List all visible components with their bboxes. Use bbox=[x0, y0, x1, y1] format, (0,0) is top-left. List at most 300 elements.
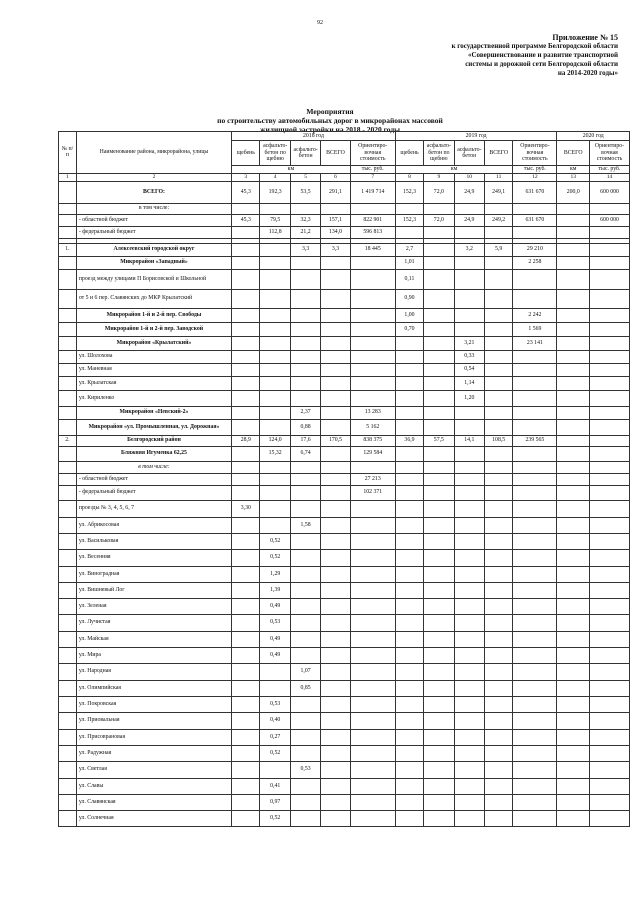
row-number bbox=[59, 256, 77, 269]
header-unit-km: км bbox=[557, 166, 590, 174]
value-cell bbox=[290, 549, 320, 566]
value-cell bbox=[485, 810, 513, 826]
value-cell: 2 242 bbox=[513, 308, 557, 322]
value-cell bbox=[395, 794, 423, 810]
value-cell bbox=[589, 473, 629, 485]
value-cell bbox=[589, 680, 629, 696]
value-cell bbox=[350, 680, 395, 696]
value-cell bbox=[454, 745, 484, 761]
value-cell bbox=[232, 322, 260, 336]
row-number bbox=[59, 376, 77, 390]
value-cell: 3,2 bbox=[454, 243, 484, 256]
value-cell: 15,32 bbox=[260, 446, 290, 461]
row-number bbox=[59, 631, 77, 647]
value-cell bbox=[485, 322, 513, 336]
value-cell bbox=[232, 598, 260, 614]
value-cell bbox=[557, 614, 590, 631]
column-index: 13 bbox=[557, 173, 590, 181]
value-cell bbox=[424, 289, 454, 308]
table-row bbox=[59, 566, 630, 582]
value-cell bbox=[350, 663, 395, 680]
value-cell bbox=[454, 712, 484, 729]
value-cell bbox=[232, 533, 260, 549]
value-cell bbox=[589, 390, 629, 406]
value-cell: 822 901 bbox=[350, 214, 395, 226]
value-cell: 0,88 bbox=[290, 419, 320, 435]
value-cell bbox=[260, 322, 290, 336]
value-cell: 0,53 bbox=[290, 761, 320, 778]
value-cell bbox=[513, 500, 557, 517]
value-cell bbox=[454, 598, 484, 614]
value-cell bbox=[513, 533, 557, 549]
appendix-line: «Совершенствование и развитие транспортной bbox=[467, 51, 618, 59]
value-cell bbox=[513, 729, 557, 745]
value-cell: 0,53 bbox=[260, 614, 290, 631]
appendix-line: системы и дорожной сети Белгородской области bbox=[465, 60, 618, 68]
header-total: ВСЕГО bbox=[557, 141, 590, 166]
value-cell bbox=[260, 203, 290, 214]
value-cell bbox=[513, 745, 557, 761]
value-cell bbox=[589, 598, 629, 614]
value-cell: 1,58 bbox=[290, 517, 320, 533]
value-cell bbox=[350, 336, 395, 350]
value-cell bbox=[485, 680, 513, 696]
value-cell bbox=[513, 419, 557, 435]
value-cell: 0,52 bbox=[260, 810, 290, 826]
table-row bbox=[59, 214, 630, 226]
value-cell bbox=[290, 350, 320, 363]
value-cell bbox=[557, 745, 590, 761]
value-cell bbox=[321, 566, 350, 582]
value-cell bbox=[232, 696, 260, 712]
value-cell bbox=[260, 680, 290, 696]
value-cell bbox=[485, 729, 513, 745]
value-cell bbox=[232, 376, 260, 390]
value-cell bbox=[395, 761, 423, 778]
value-cell bbox=[424, 419, 454, 435]
value-cell: 5,9 bbox=[485, 243, 513, 256]
value-cell bbox=[557, 406, 590, 419]
value-cell: 600 000 bbox=[589, 181, 629, 203]
value-cell bbox=[424, 696, 454, 712]
value-cell bbox=[424, 533, 454, 549]
row-number bbox=[59, 308, 77, 322]
value-cell bbox=[290, 582, 320, 598]
value-cell bbox=[290, 473, 320, 485]
value-cell bbox=[232, 761, 260, 778]
header-year-2020: 2020 год bbox=[557, 132, 630, 141]
value-cell bbox=[424, 226, 454, 238]
value-cell: 0,41 bbox=[260, 778, 290, 794]
value-cell bbox=[485, 517, 513, 533]
value-cell bbox=[260, 485, 290, 500]
value-cell bbox=[350, 729, 395, 745]
value-cell bbox=[290, 269, 320, 289]
value-cell bbox=[513, 696, 557, 712]
value-cell bbox=[424, 663, 454, 680]
value-cell bbox=[557, 308, 590, 322]
column-index: 7 bbox=[350, 173, 395, 181]
value-cell bbox=[395, 778, 423, 794]
value-cell bbox=[589, 810, 629, 826]
value-cell bbox=[290, 647, 320, 663]
value-cell bbox=[589, 729, 629, 745]
value-cell bbox=[395, 549, 423, 566]
value-cell bbox=[589, 256, 629, 269]
column-index: 12 bbox=[513, 173, 557, 181]
value-cell: 170,5 bbox=[321, 435, 350, 446]
row-name: Белгородский район bbox=[76, 435, 231, 446]
value-cell bbox=[232, 473, 260, 485]
value-cell bbox=[232, 549, 260, 566]
table-row bbox=[59, 712, 630, 729]
row-name: ул. Приовальная bbox=[76, 712, 231, 729]
value-cell bbox=[557, 761, 590, 778]
value-cell bbox=[557, 778, 590, 794]
value-cell bbox=[424, 461, 454, 473]
row-name: ул. Вишневый Лог bbox=[76, 582, 231, 598]
table-row bbox=[59, 729, 630, 745]
row-number bbox=[59, 647, 77, 663]
value-cell bbox=[350, 794, 395, 810]
value-cell bbox=[513, 680, 557, 696]
value-cell bbox=[557, 473, 590, 485]
value-cell bbox=[557, 322, 590, 336]
value-cell bbox=[557, 485, 590, 500]
value-cell bbox=[395, 419, 423, 435]
table-row bbox=[59, 485, 630, 500]
value-cell bbox=[557, 663, 590, 680]
appendix-header bbox=[378, 33, 618, 78]
value-cell bbox=[589, 435, 629, 446]
value-cell bbox=[232, 269, 260, 289]
value-cell bbox=[589, 778, 629, 794]
value-cell bbox=[260, 500, 290, 517]
value-cell bbox=[350, 269, 395, 289]
value-cell: 157,1 bbox=[321, 214, 350, 226]
value-cell bbox=[485, 446, 513, 461]
value-cell: 0,11 bbox=[395, 269, 423, 289]
value-cell bbox=[454, 446, 484, 461]
value-cell bbox=[454, 485, 484, 500]
value-cell: 14,1 bbox=[454, 435, 484, 446]
value-cell: 0,52 bbox=[260, 745, 290, 761]
value-cell bbox=[350, 533, 395, 549]
value-cell bbox=[290, 256, 320, 269]
value-cell bbox=[321, 680, 350, 696]
value-cell bbox=[260, 376, 290, 390]
value-cell bbox=[395, 363, 423, 376]
title-line: по строительству автомобильных дорог в микрорайонах массовой bbox=[217, 116, 443, 125]
value-cell bbox=[350, 582, 395, 598]
value-cell: 0,53 bbox=[260, 696, 290, 712]
value-cell: 21,2 bbox=[290, 226, 320, 238]
value-cell bbox=[290, 778, 320, 794]
value-cell bbox=[454, 533, 484, 549]
value-cell: 0,33 bbox=[454, 350, 484, 363]
row-number bbox=[59, 810, 77, 826]
value-cell bbox=[290, 376, 320, 390]
value-cell bbox=[557, 350, 590, 363]
row-name: ул. Васильковая bbox=[76, 533, 231, 549]
value-cell bbox=[350, 696, 395, 712]
row-name: Микрорайон 1-й и 2-й пер. Заводской bbox=[76, 322, 231, 336]
value-cell bbox=[424, 322, 454, 336]
value-cell bbox=[424, 473, 454, 485]
row-name: Микрорайон «Невский-2» bbox=[76, 406, 231, 419]
value-cell: 1,14 bbox=[454, 376, 484, 390]
value-cell bbox=[513, 712, 557, 729]
table-row bbox=[59, 308, 630, 322]
value-cell: 124,0 bbox=[260, 435, 290, 446]
value-cell bbox=[454, 647, 484, 663]
value-cell bbox=[557, 680, 590, 696]
value-cell bbox=[589, 308, 629, 322]
value-cell bbox=[424, 549, 454, 566]
value-cell bbox=[321, 647, 350, 663]
value-cell: 24,9 bbox=[454, 214, 484, 226]
value-cell: 1,01 bbox=[395, 256, 423, 269]
value-cell bbox=[395, 517, 423, 533]
value-cell: 129 584 bbox=[350, 446, 395, 461]
header-year-2019: 2019 год bbox=[395, 132, 557, 141]
value-cell bbox=[232, 363, 260, 376]
table-row bbox=[59, 582, 630, 598]
value-cell bbox=[485, 485, 513, 500]
row-name: Микрорайон «ул. Промышленная, ул. Дорожная» bbox=[76, 419, 231, 435]
value-cell bbox=[513, 226, 557, 238]
table-row bbox=[59, 745, 630, 761]
roads-table bbox=[58, 131, 630, 827]
value-cell bbox=[513, 485, 557, 500]
row-name: ул. Славянская bbox=[76, 794, 231, 810]
value-cell bbox=[485, 376, 513, 390]
value-cell: 1 569 bbox=[513, 322, 557, 336]
value-cell bbox=[424, 631, 454, 647]
value-cell bbox=[454, 696, 484, 712]
value-cell: 134,0 bbox=[321, 226, 350, 238]
value-cell bbox=[424, 680, 454, 696]
value-cell: 1,07 bbox=[290, 663, 320, 680]
value-cell bbox=[232, 461, 260, 473]
row-name: Микрорайон 1-й и 2-й пер. Свободы bbox=[76, 308, 231, 322]
value-cell bbox=[485, 614, 513, 631]
row-number bbox=[59, 696, 77, 712]
value-cell: 18 445 bbox=[350, 243, 395, 256]
table-row bbox=[59, 289, 630, 308]
value-cell bbox=[290, 363, 320, 376]
value-cell bbox=[454, 256, 484, 269]
header-total: ВСЕГО bbox=[485, 141, 513, 166]
value-cell: 0,49 bbox=[260, 647, 290, 663]
value-cell: 2 258 bbox=[513, 256, 557, 269]
table-row bbox=[59, 680, 630, 696]
value-cell: 596 813 bbox=[350, 226, 395, 238]
header-gravel: щебень bbox=[395, 141, 423, 166]
row-number bbox=[59, 214, 77, 226]
value-cell bbox=[424, 810, 454, 826]
row-number bbox=[59, 446, 77, 461]
value-cell bbox=[321, 363, 350, 376]
row-name: ул. Народная bbox=[76, 663, 231, 680]
value-cell bbox=[350, 566, 395, 582]
value-cell: 0,90 bbox=[395, 289, 423, 308]
value-cell bbox=[424, 745, 454, 761]
table-row bbox=[59, 778, 630, 794]
row-number bbox=[59, 419, 77, 435]
value-cell bbox=[589, 761, 629, 778]
value-cell bbox=[485, 226, 513, 238]
appendix-line: на 2014-2020 годы» bbox=[557, 69, 618, 77]
value-cell bbox=[557, 214, 590, 226]
row-number bbox=[59, 761, 77, 778]
value-cell bbox=[321, 289, 350, 308]
value-cell: 23 141 bbox=[513, 336, 557, 350]
value-cell bbox=[321, 269, 350, 289]
value-cell bbox=[589, 485, 629, 500]
value-cell: 631 670 bbox=[513, 214, 557, 226]
value-cell bbox=[485, 761, 513, 778]
value-cell bbox=[260, 419, 290, 435]
value-cell bbox=[321, 663, 350, 680]
row-number bbox=[59, 350, 77, 363]
row-number bbox=[59, 549, 77, 566]
value-cell bbox=[232, 350, 260, 363]
table-row bbox=[59, 376, 630, 390]
value-cell bbox=[589, 549, 629, 566]
value-cell bbox=[395, 631, 423, 647]
value-cell bbox=[350, 350, 395, 363]
value-cell bbox=[513, 363, 557, 376]
value-cell: 29 210 bbox=[513, 243, 557, 256]
row-name: Бляжняя Игуменка 62,25 bbox=[76, 446, 231, 461]
value-cell bbox=[485, 350, 513, 363]
value-cell: 13 283 bbox=[350, 406, 395, 419]
value-cell bbox=[232, 517, 260, 533]
value-cell bbox=[321, 745, 350, 761]
value-cell bbox=[321, 406, 350, 419]
value-cell: 72,0 bbox=[424, 214, 454, 226]
value-cell bbox=[350, 203, 395, 214]
row-number bbox=[59, 794, 77, 810]
value-cell: 838 375 bbox=[350, 435, 395, 446]
value-cell: 72,0 bbox=[424, 181, 454, 203]
value-cell bbox=[395, 533, 423, 549]
value-cell bbox=[290, 729, 320, 745]
value-cell bbox=[395, 473, 423, 485]
value-cell bbox=[260, 350, 290, 363]
value-cell bbox=[321, 631, 350, 647]
value-cell bbox=[557, 729, 590, 745]
value-cell bbox=[557, 598, 590, 614]
table-row bbox=[59, 794, 630, 810]
value-cell: 239 565 bbox=[513, 435, 557, 446]
title-line: Мероприятия bbox=[306, 107, 354, 116]
row-name: ул. Кириленко bbox=[76, 390, 231, 406]
value-cell: 1,39 bbox=[260, 582, 290, 598]
value-cell bbox=[454, 461, 484, 473]
table-row bbox=[59, 500, 630, 517]
table-row bbox=[59, 647, 630, 663]
value-cell bbox=[424, 406, 454, 419]
row-name: в том числе: bbox=[76, 461, 231, 473]
value-cell: 249,2 bbox=[485, 214, 513, 226]
value-cell bbox=[260, 663, 290, 680]
value-cell bbox=[454, 308, 484, 322]
row-number bbox=[59, 663, 77, 680]
value-cell bbox=[350, 517, 395, 533]
value-cell bbox=[424, 761, 454, 778]
value-cell bbox=[557, 435, 590, 446]
value-cell bbox=[589, 500, 629, 517]
value-cell bbox=[232, 745, 260, 761]
row-name: в том числе: bbox=[76, 203, 231, 214]
value-cell bbox=[589, 350, 629, 363]
value-cell bbox=[232, 647, 260, 663]
table-row bbox=[59, 226, 630, 238]
header-asph-concrete: асфальто-бетон bbox=[454, 141, 484, 166]
value-cell bbox=[290, 810, 320, 826]
value-cell bbox=[589, 631, 629, 647]
column-index: 11 bbox=[485, 173, 513, 181]
value-cell: 1,20 bbox=[454, 390, 484, 406]
row-number bbox=[59, 533, 77, 549]
value-cell bbox=[395, 712, 423, 729]
value-cell bbox=[557, 794, 590, 810]
row-name: ул. Присоврановая bbox=[76, 729, 231, 745]
value-cell bbox=[321, 810, 350, 826]
value-cell bbox=[260, 289, 290, 308]
value-cell bbox=[260, 363, 290, 376]
value-cell bbox=[424, 598, 454, 614]
value-cell bbox=[395, 485, 423, 500]
header-cost: Ориентиро-вочная стоимость bbox=[513, 141, 557, 166]
value-cell bbox=[454, 289, 484, 308]
value-cell bbox=[454, 631, 484, 647]
value-cell bbox=[454, 419, 484, 435]
value-cell bbox=[513, 549, 557, 566]
table-row bbox=[59, 350, 630, 363]
row-name: Алексеевский городской округ bbox=[76, 243, 231, 256]
value-cell bbox=[424, 336, 454, 350]
column-index: 1 bbox=[59, 173, 77, 181]
row-number bbox=[59, 500, 77, 517]
value-cell bbox=[232, 243, 260, 256]
value-cell bbox=[454, 269, 484, 289]
value-cell bbox=[485, 363, 513, 376]
value-cell bbox=[321, 696, 350, 712]
value-cell bbox=[557, 810, 590, 826]
value-cell bbox=[513, 794, 557, 810]
value-cell bbox=[589, 269, 629, 289]
value-cell bbox=[260, 406, 290, 419]
table-row bbox=[59, 243, 630, 256]
value-cell bbox=[513, 614, 557, 631]
value-cell bbox=[557, 500, 590, 517]
value-cell bbox=[513, 810, 557, 826]
row-number bbox=[59, 181, 77, 203]
value-cell bbox=[395, 647, 423, 663]
value-cell bbox=[321, 419, 350, 435]
row-name: ул. Олимпийская bbox=[76, 680, 231, 696]
row-name: ул. Зеленая bbox=[76, 598, 231, 614]
value-cell bbox=[260, 761, 290, 778]
value-cell bbox=[424, 350, 454, 363]
header-total: ВСЕГО bbox=[321, 141, 350, 166]
row-number bbox=[59, 203, 77, 214]
value-cell bbox=[454, 517, 484, 533]
value-cell bbox=[350, 745, 395, 761]
